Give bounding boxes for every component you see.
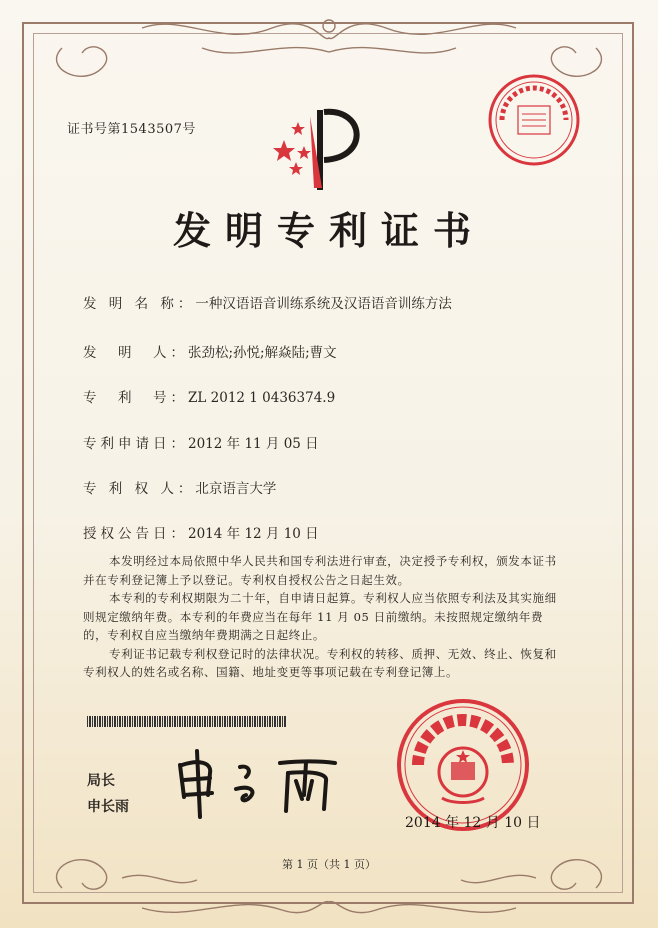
field-patentee: [83, 477, 276, 497]
body-paragraph: 本发明经过本局依照中华人民共和国专利法进行审查，决定授予专利权，颁发本证书并在专利登记簿上予以登记。专利权自授权公告之日起生效。: [83, 554, 557, 587]
page-title: 发明专利证书: [172, 208, 485, 253]
page-number: 第 1 页（共 1 页）: [282, 858, 376, 871]
field-label: 专 利 权 人：: [83, 481, 196, 497]
signature-icon: [170, 745, 350, 825]
field-value: 2012 年 11 月 05 日: [188, 436, 319, 452]
bottom-ornament-icon: [22, 838, 636, 928]
field-value: ZL 2012 1 0436374.9: [188, 390, 336, 406]
field-application-date: [83, 432, 319, 452]
field-patent-number: [83, 386, 335, 406]
field-label: 发 明 名 称：: [83, 296, 196, 312]
body-paragraph: 专利证书记载专利权登记时的法律状况。专利权的转移、质押、无效、终止、恢复和专利权人的姓名或名称、国籍、地址变更等事项记载在专利登记簿上。: [83, 646, 557, 679]
director-title: 局长: [87, 773, 115, 789]
field-label: 发 明 人：: [83, 345, 188, 361]
field-grant-date: [83, 522, 319, 542]
agency-stamp-icon: [484, 70, 584, 170]
certificate-number: 证书号第1543507号: [67, 122, 196, 137]
field-value: 张劲松;孙悦;解焱陆;曹文: [188, 345, 337, 361]
field-value: 北京语言大学: [195, 481, 277, 497]
field-invention-name: [83, 292, 452, 312]
seal-date: 2014 年 12 月 10 日: [405, 815, 541, 831]
field-value: 一种汉语语音训练系统及汉语语音训练方法: [195, 296, 452, 312]
field-inventors: [83, 341, 337, 361]
field-label: 授权公告日：: [83, 526, 188, 542]
field-label: 专 利 号：: [83, 390, 188, 406]
field-value: 2014 年 12 月 10 日: [188, 526, 319, 542]
body-paragraph: 本专利的专利权期限为二十年，自申请日起算。专利权人应当依照专利法及其实施细则规定缴纳年费。本专利的年费应当在每年 11 月 05 日前缴纳。未按照规定缴纳年费的，专利权自应当缴纳年费期满之日起终止。: [83, 591, 557, 642]
patent-office-logo-icon: [270, 98, 380, 198]
field-label: 专利申请日：: [83, 436, 188, 452]
director-name: 申长雨: [87, 799, 129, 815]
barcode: [87, 716, 287, 727]
certificate-body: [83, 552, 563, 682]
